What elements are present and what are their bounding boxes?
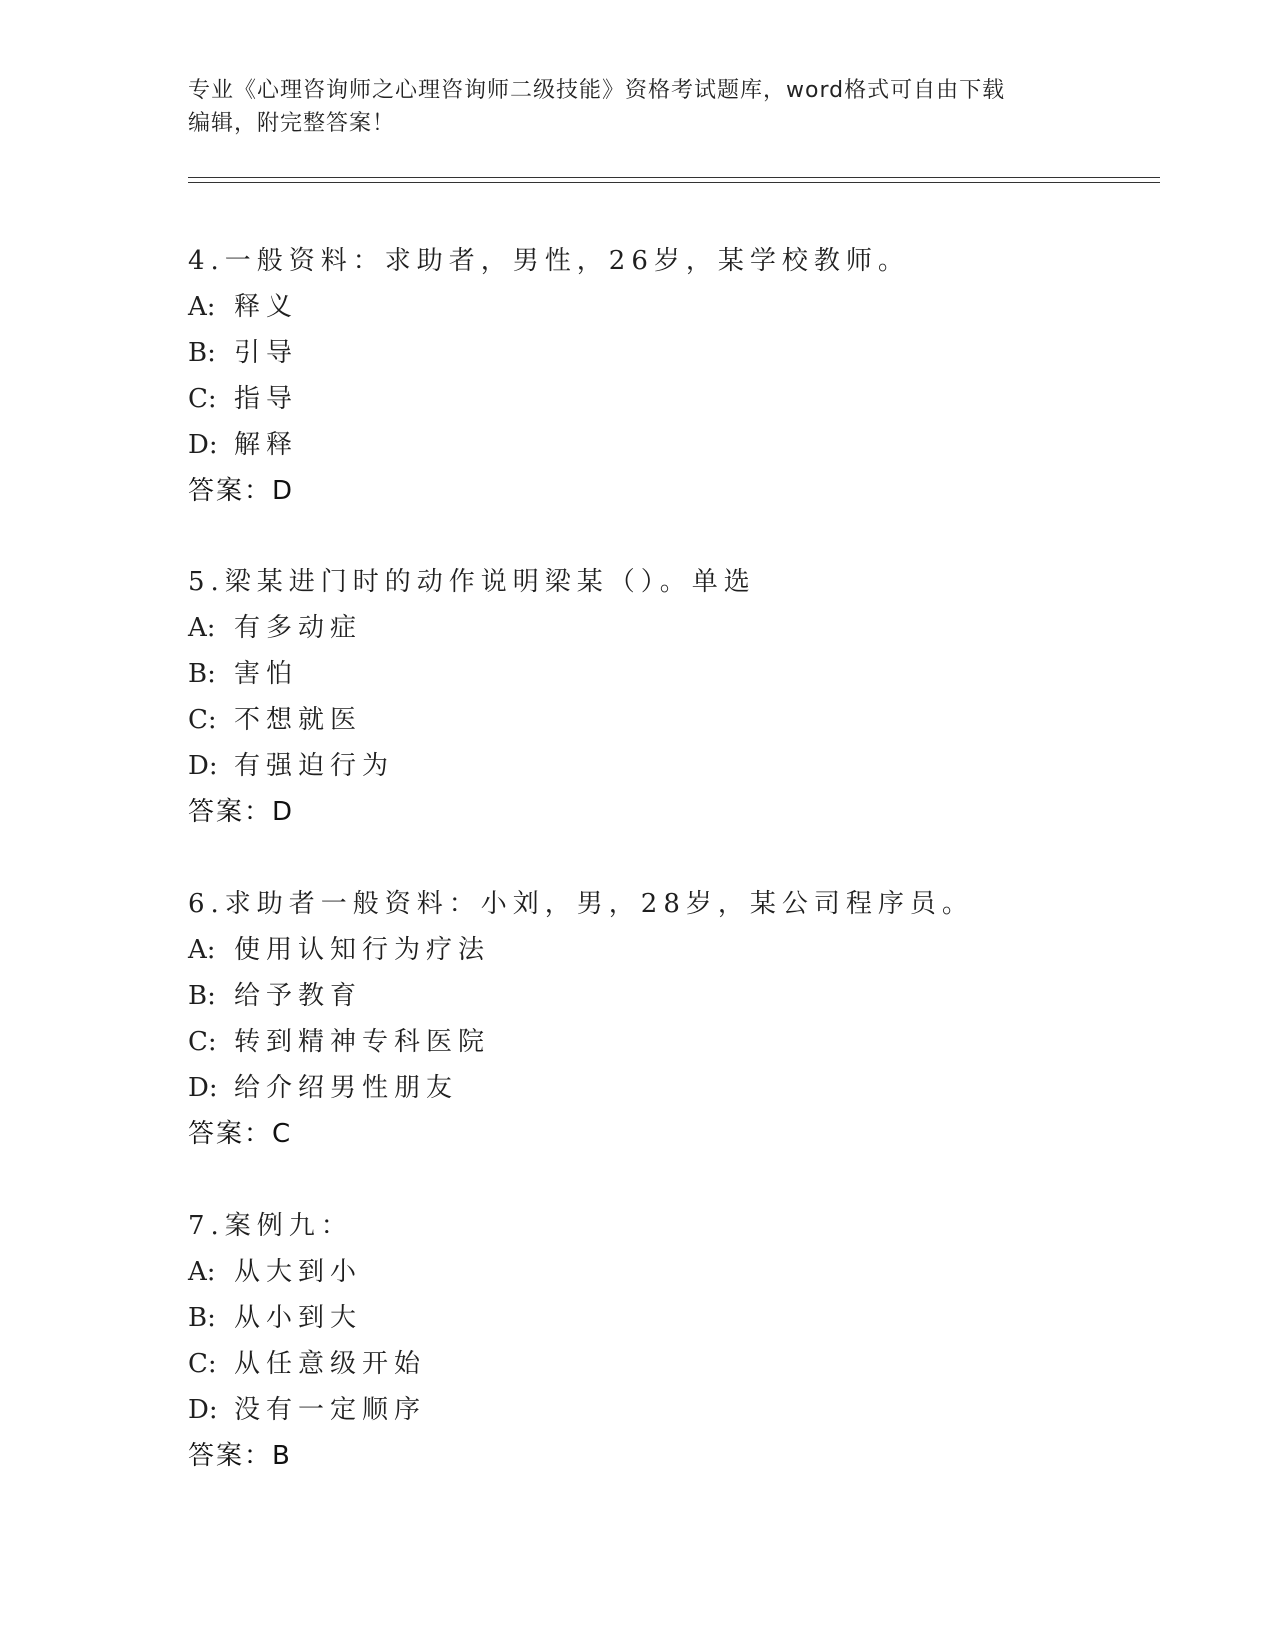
option-key: D: <box>188 430 218 460</box>
option-text: 引导 <box>234 338 299 368</box>
option-a <box>188 605 1188 651</box>
option-a <box>188 927 1188 973</box>
document-header <box>188 74 1068 140</box>
option-text: 指导 <box>234 384 299 414</box>
option-key: B: <box>188 338 216 368</box>
option-key: D: <box>188 1395 218 1425</box>
question-stem: 6.求助者一般资料：小刘，男，28岁，某公司程序员。 <box>188 889 974 919</box>
answer-line: 答案：C <box>188 1119 293 1149</box>
option-key: D: <box>188 1073 218 1103</box>
question-stem: 4.一般资料：求助者，男性，26岁，某学校教师。 <box>188 246 910 276</box>
option-text: 从任意级开始 <box>234 1349 427 1379</box>
option-text: 给介绍男性朋友 <box>234 1073 459 1103</box>
option-d <box>188 422 1188 468</box>
option-text: 有多动症 <box>234 613 363 643</box>
option-c <box>188 376 1188 422</box>
question-stem: 7.案例九： <box>188 1211 353 1241</box>
option-key: C: <box>188 1027 217 1057</box>
option-b <box>188 651 1188 697</box>
option-text: 给予教育 <box>234 981 363 1011</box>
option-b <box>188 973 1188 1019</box>
option-key: A: <box>188 292 216 322</box>
option-key: B: <box>188 981 216 1011</box>
option-text: 释义 <box>234 292 299 322</box>
answer-line: 答案：B <box>188 1441 292 1471</box>
option-text: 从大到小 <box>234 1257 363 1287</box>
header-line-2: 编辑，附完整答案！ <box>188 111 396 136</box>
option-key: B: <box>188 1303 216 1333</box>
option-a <box>188 1249 1188 1295</box>
option-c <box>188 697 1188 743</box>
option-text: 有强迫行为 <box>234 751 395 781</box>
header-line-1: 专业《心理咨询师之心理咨询师二级技能》资格考试题库，word格式可自由下载 <box>188 78 1006 103</box>
option-b <box>188 330 1188 376</box>
header-divider-top <box>188 177 1160 178</box>
question-5 <box>188 559 1188 835</box>
option-c <box>188 1341 1188 1387</box>
question-6 <box>188 881 1188 1157</box>
option-d <box>188 743 1188 789</box>
question-stem: 5.梁某进门时的动作说明梁某（）。单选 <box>188 567 756 597</box>
option-text: 从小到大 <box>234 1303 363 1333</box>
option-key: C: <box>188 384 217 414</box>
option-key: B: <box>188 659 216 689</box>
option-text: 害怕 <box>234 659 299 689</box>
option-a <box>188 284 1188 330</box>
option-key: A: <box>188 1257 216 1287</box>
option-key: A: <box>188 613 216 643</box>
header-divider-bottom <box>188 182 1160 183</box>
option-key: D: <box>188 751 218 781</box>
answer-line: 答案：D <box>188 797 295 827</box>
option-d <box>188 1065 1188 1111</box>
option-key: A: <box>188 935 216 965</box>
option-d <box>188 1387 1188 1433</box>
question-4 <box>188 238 1188 514</box>
option-text: 转到精神专科医院 <box>234 1027 491 1057</box>
option-text: 解释 <box>234 430 299 460</box>
answer-line: 答案：D <box>188 476 295 506</box>
option-c <box>188 1019 1188 1065</box>
option-key: C: <box>188 705 217 735</box>
option-text: 使用认知行为疗法 <box>234 935 491 965</box>
option-b <box>188 1295 1188 1341</box>
option-text: 不想就医 <box>234 705 363 735</box>
question-7 <box>188 1203 1188 1479</box>
option-text: 没有一定顺序 <box>234 1395 427 1425</box>
option-key: C: <box>188 1349 217 1379</box>
